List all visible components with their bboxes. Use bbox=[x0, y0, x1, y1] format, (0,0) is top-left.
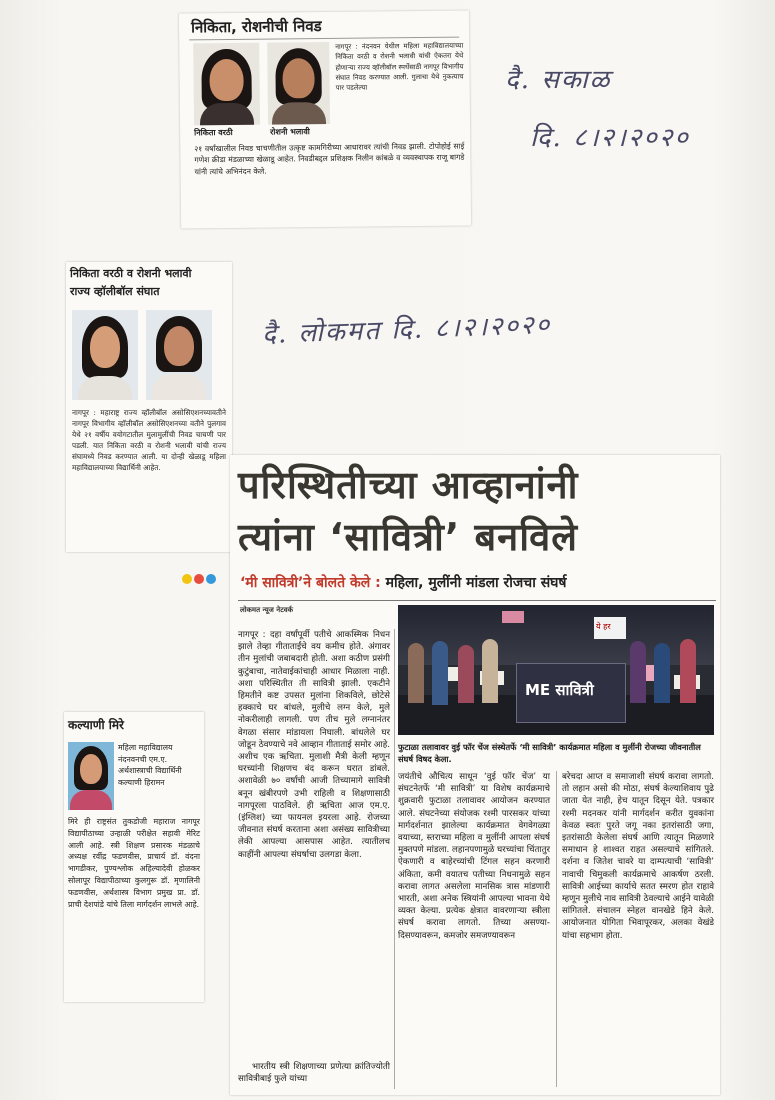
news-clip-kalyani bbox=[64, 712, 204, 1002]
subhead-highlight: ‘मी सावित्री’ने बोलते केले : bbox=[240, 575, 381, 591]
handwritten-source-lokmat: दै. लोकमत दि. ८।२।२०२० bbox=[261, 309, 552, 351]
article-column-3: बरेचदा आप्त व समाजाशी संघर्ष करावा लागतो. तो लहान असो की मोठा, संघर्ष केल्याशिवाय पुढे जाता येत नाही, हेच यातून दिसून येते. पत्रकार रश्मी मदनकर यांनी मार्गदर्शन करीत युवकांना केवळ स्वतः पुरते जगू नका इतरांसाठी जगा, इतरांसाठी केलेला संघर्ष आणि त्यातून मिळणारे समाधान हे शाश्वत राहत असल्याचे सांगितले. दर्शना व जितेश चावरे या दाम्पत्याची ‘सावित्री’ नावाची चिमुकली कार्यक्रमाचे आकर्षण ठरली. सावित्री आईच्या कार्याचे सतत स्मरण होत राहावे म्हणून मुलीचे नाव सावित्री ठेवल्याचे आईने यावेळी सांगितले. संचालन स्नेहल वानखेडे हिने केले. आयोजनात योगिता भिवापूरकर, अलका वेखंडे यांचा सहभाग होता. bbox=[562, 772, 714, 941]
clip-body: मिरे ही राष्ट्रसंत तुकडोजी महाराज नागपूर विद्यापीठाच्या उन्हाळी परीक्षेत सहावी मेरिट आली आहे. स्त्री शिक्षण प्रसारक मंडळाचे अध्यक्ष रवींद्र फडणवीस, प्राचार्य डॉ. वंदना भागडीकर, पुण्यश्लोक अहिल्यादेवी होळकर सोलापूर विद्यापीठाच्या कुलगुरू डॉ. मृणालिनी फडणवीस, अर्थशास्त्र विभाग प्रमुख प्रा. डॉ. प्राची देशपांडे यांचे तिला मार्गदर्शन लाभले आहे. bbox=[68, 817, 200, 909]
article-column-1-continued: भारतीय स्त्री शिक्षणाच्या प्रणेत्या क्रांतिज्योती सावित्रीबाई फुले यांच्या bbox=[238, 1062, 390, 1085]
clip-body: २१ वर्षांखालील निवड चाचणीतील उत्कृष्ट कामगिरीच्या आधारावर त्यांची निवड झाली. टोपोहोई साई गणेश क्रीडा मंडळाच्या खेळाडू आहेत. निवडीबद्दल प्रशिक्षक निलीन कांबळे व व्यवस्थापक राजू बागडे यांनी त्यांचे अभिनंदन केले. bbox=[194, 141, 465, 177]
clip-side-text: नागपूर : नंदनवन येथील महिला महाविद्यालयाच्या निकिता वरठी व रोशनी भलावी यांची ऐकतरा येथे होणाऱ्या राज्य व्हॉलीबॉल स्पर्धेसाठी नागपूर विभागीय संघात निवड करण्यात आली. गुलाचा येथे नुकत्याच पार पडलेल्या bbox=[335, 41, 464, 93]
handwritten-source-sakal: दै. सकाळ bbox=[505, 65, 612, 95]
article-column-1: नागपूर : दहा वर्षांपूर्वी पतीचे आकस्मिक निधन झाले तेव्हा गीताताईंचे वय कमीच होते. अंगावर तीन मुलांची जबाबदारी होती. अशा कठीण प्रसंगी कुटुंबाचा, नातेवाईकांचाही आधार मिळाला नाही. अशा परिस्थितीत ती सावित्री झाली. एकटीने हिमतीने कष्ट उपसत मुलांना शिकविले, छोटेसे हक्काचे घर बांधले, मुलीचे लग्न केले, मुले नोकरीलाही लागली. पण तीच मुले लग्नानंतर वेगळा संसार मांडायला निघाली. बांधलेले घर जोडून ठेवण्याचे नवे आव्हान गीताताई समोर आहे. अशीच एक ऋचिता. मुलाशी मैत्री केली म्हणून घरच्यांनी शिक्षणच बंद करून घरात डांबले. अशावेळी ७० वर्षांची आजी तिच्यामागे सावित्री बनून खंबीरपणे उभी राहिली व शिक्षणासाठी नागपूरला पाठविले. ही ऋचिता आज एम.ए. (इंग्लिश) च्या फायनल इयरला आहे. रोजच्या जीवनात संघर्ष करताना अशा असंख्य सावित्रीच्या लेकी आपल्या आसपास आहेत. त्यातीलच काहींनी आपल्या संघर्षाचा उलगडा केला. bbox=[238, 630, 390, 860]
event-photo bbox=[398, 605, 714, 735]
photo-nikita bbox=[72, 310, 138, 400]
banner-text: ME सावित्री bbox=[525, 681, 594, 699]
clip-title: राज्य व्हॉलीबॉल संघात bbox=[70, 285, 160, 298]
decorative-marker-icon bbox=[182, 572, 226, 586]
handwritten-date-sakal: दि. ८।२।२०२० bbox=[530, 123, 690, 153]
clip-title: कल्याणी मिरे bbox=[68, 718, 124, 732]
clip-title: निकिता, रोशनीची निवड bbox=[190, 17, 322, 37]
article-headline: त्यांना ‘सावित्री’ बनविले bbox=[238, 515, 579, 559]
placard-text: ये हर bbox=[596, 622, 611, 631]
photo-kalyani bbox=[68, 742, 114, 810]
subhead-text: महिला, मुलींनी मांडला रोजचा संघर्ष bbox=[380, 575, 567, 591]
news-article-main bbox=[230, 455, 720, 1095]
photo-caption: रोशनी भलावी bbox=[270, 127, 310, 137]
clip-side-text: महिला महाविद्यालय नंदनवनची एम.ए. अर्थशास्त्राची विद्यार्थिनी कल्याणी हिरामन bbox=[118, 743, 182, 787]
article-subhead bbox=[240, 573, 567, 592]
article-byline: लोकमत न्यूज नेटवर्क bbox=[240, 606, 293, 614]
placard bbox=[594, 617, 626, 639]
photo-roshni bbox=[267, 42, 330, 125]
news-clip-sakal bbox=[179, 10, 471, 228]
article-headline: परिस्थितीच्या आव्हानांनी bbox=[238, 463, 579, 507]
clip-body: नागपूर : महाराष्ट्र राज्य व्हॉलीबॉल असोसिएशनच्यावतीने नागपूर विभागीय व्हॉलीबॉल असोसिएशनच्या वतीने पुलगाव येथे २१ वर्षीय वयोगटातील मुलामुलींची निवड चाचणी पार पडली. यात निकिता वरठी व रोशनी भलावी यांची राज्य संघामध्ये निवड करण्यात आली. या दोन्ही खेळाडू महिला महाविद्यालयाच्या विद्यार्थिनी आहेत. bbox=[72, 408, 226, 472]
article-column-2: जयंतीचे औचित्य साधून ‘वुई फॉर चेंज’ या संघटनेतर्फे ‘मी सावित्री’ या विशेष कार्यक्रमाचे शुक्रवारी फुटाळा तलावावर आयोजन करण्यात आले. संघटनेच्या संयोजक रश्मी पारसकर यांच्या मार्गदर्शनात झालेल्या कार्यक्रमात वेगवेगळ्या वयाच्या, स्तराच्या महिला व मुलींनी आपला संघर्ष मुक्तपणे मांडला. लहानपणामुळे घरच्यांचा चिंतातुर ऐकणारी व बाहेरच्यांची टिंगल सहन करणारी अंकिता, कमी वयातच पतीच्या निधनामुळे सहन करावा लागत असलेला मानसिक त्रास मांडणारी भारती, अशा अनेक स्त्रियांनी आपल्या भावना येथे व्यक्त केल्या. प्रत्येक क्षेत्रात वावरणाऱ्या स्त्रीला संघर्ष करावा लागतो. तिच्या असण्या-दिसण्यावरून, कमजोर समजण्यावरून bbox=[398, 772, 550, 941]
photo-roshni bbox=[146, 310, 212, 400]
placard bbox=[502, 611, 524, 623]
news-clip-lokmat-volleyball bbox=[66, 262, 232, 552]
clip-title: निकिता वरठी व रोशनी भलावी bbox=[70, 267, 192, 280]
photo-caption: निकिता वरठी bbox=[194, 127, 233, 138]
event-banner bbox=[516, 663, 626, 723]
photo-caption: फुटाळा तलावावर वुई फॉर चेंज संस्थेतर्फे ‘मी सावित्री’ कार्यक्रमात महिला व मुलींनी रोजच्या जीवनातील संघर्ष विषद केला. bbox=[398, 742, 701, 764]
photo-nikita bbox=[193, 43, 260, 126]
